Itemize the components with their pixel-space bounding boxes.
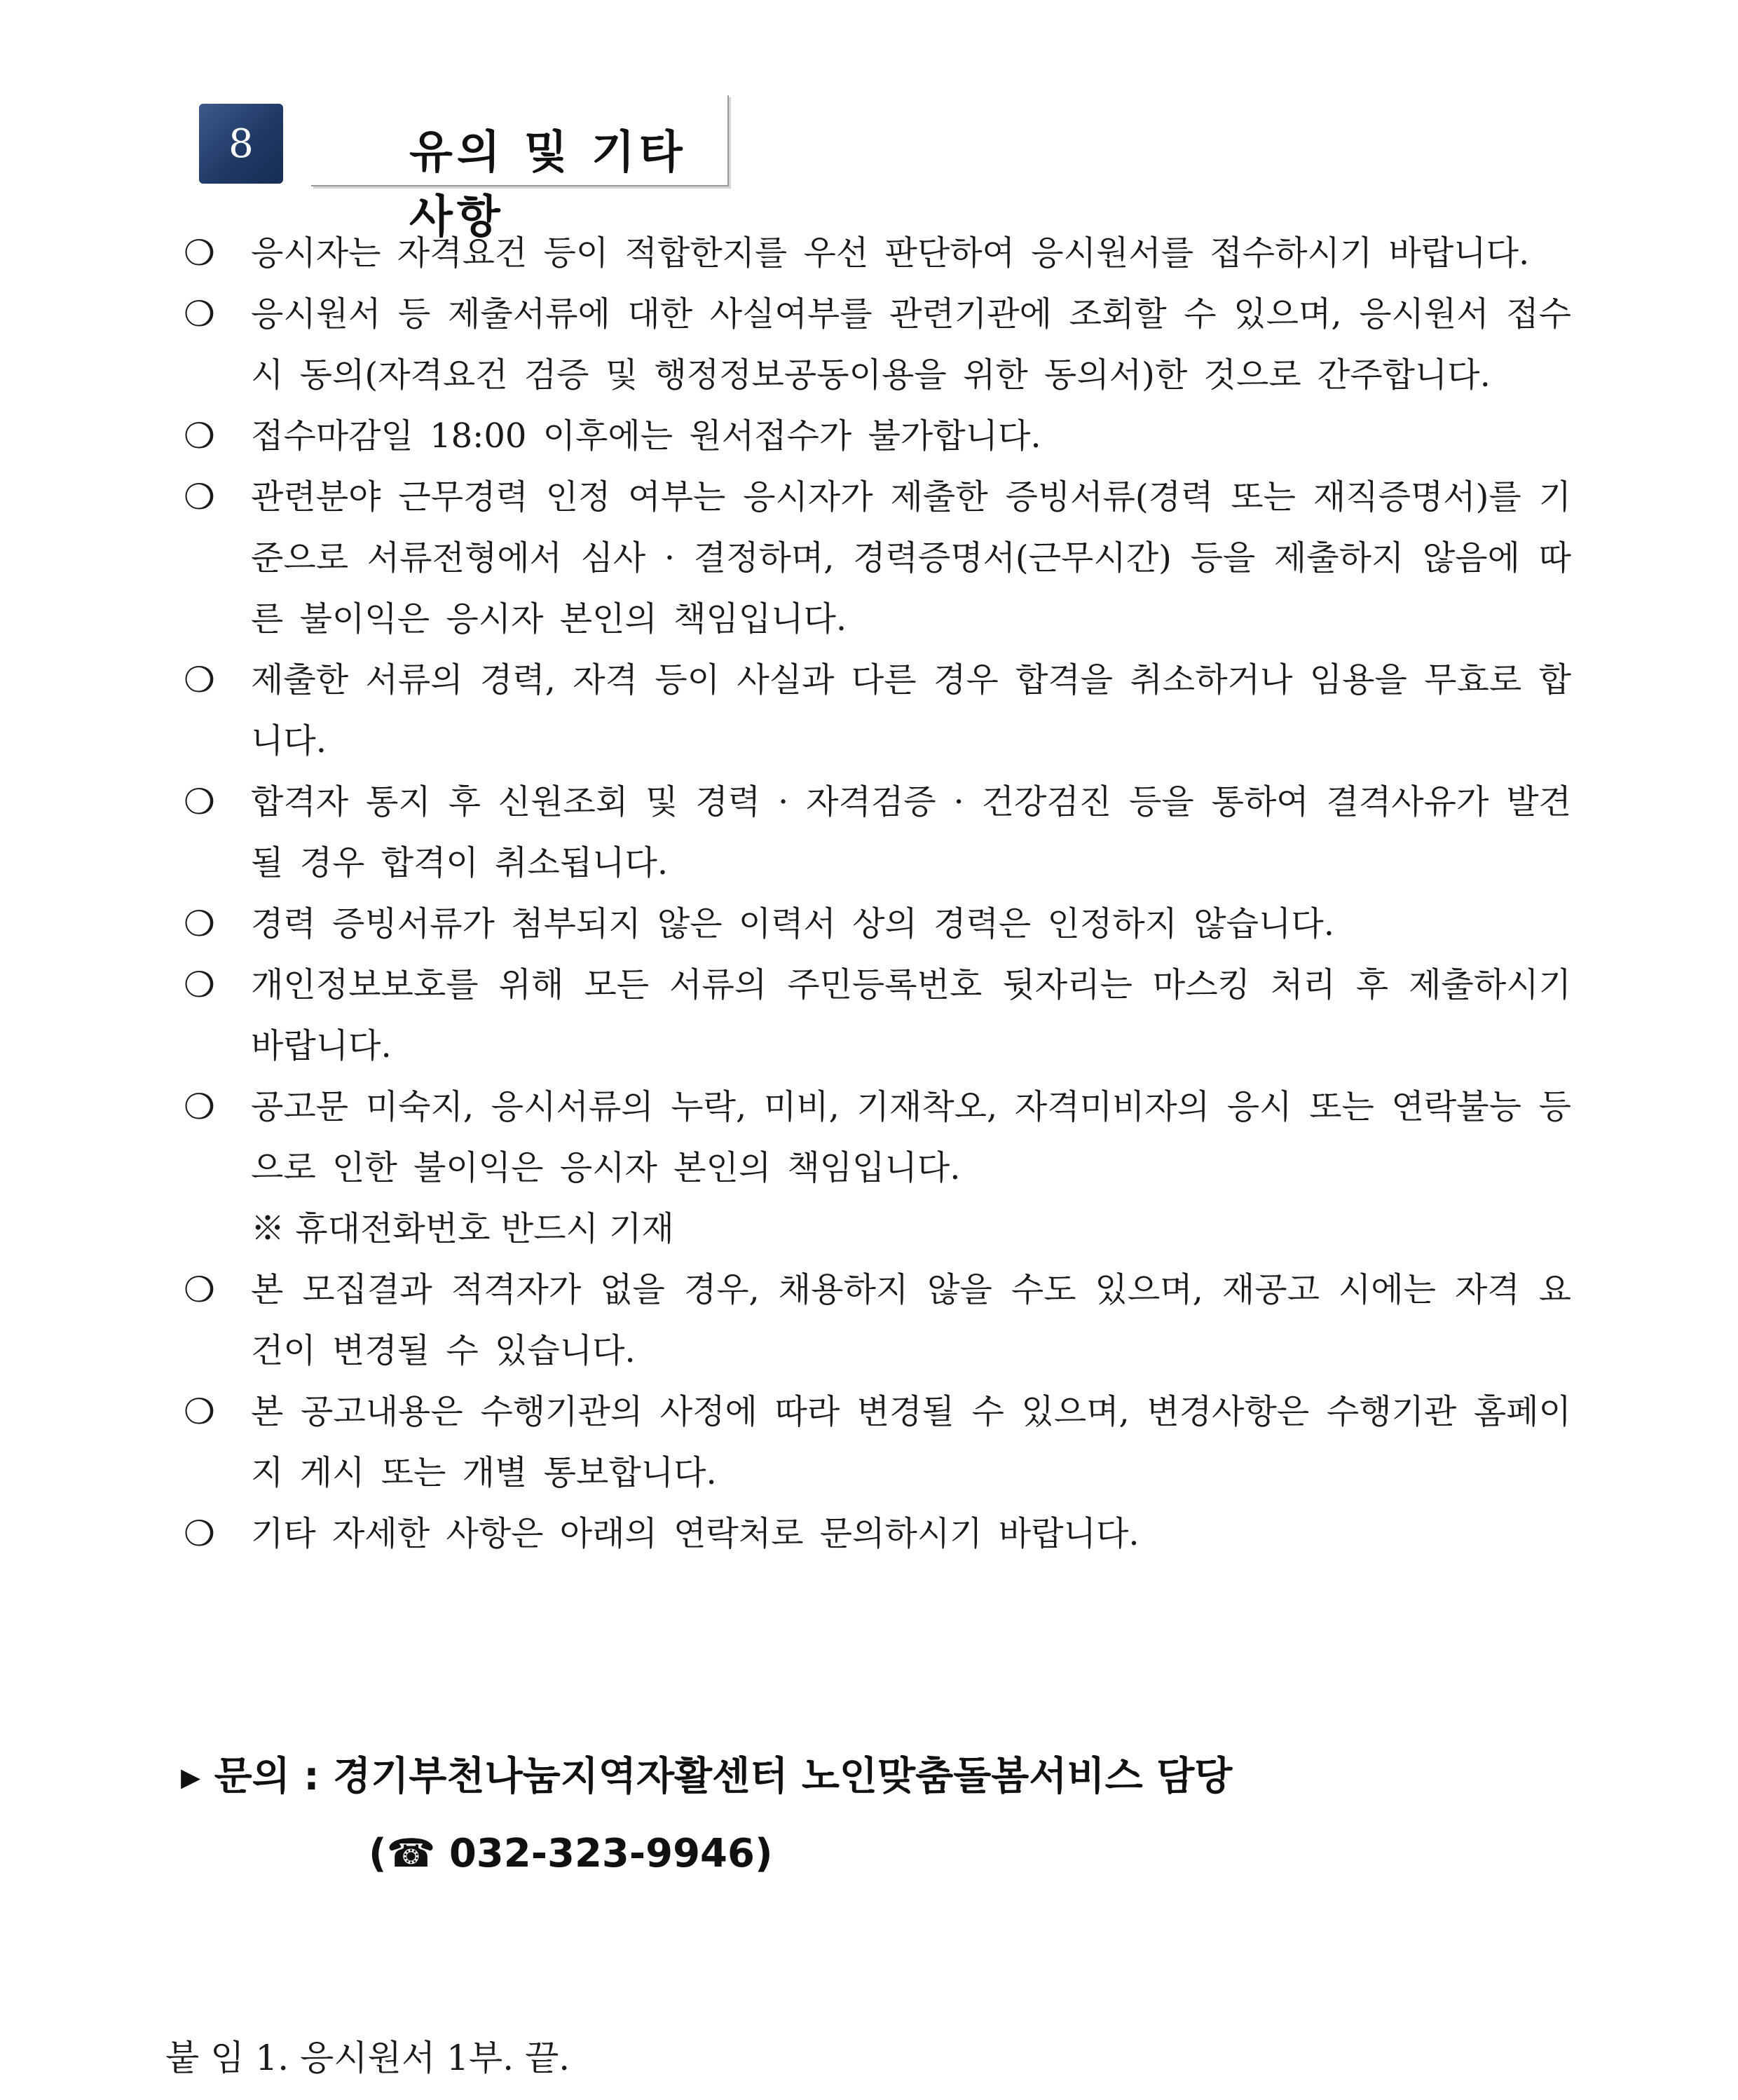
list-item [184,1504,1571,1564]
list-item [184,284,1571,406]
contact-phone: (☎ 032-323-9946) [369,1831,773,1876]
item-text: 기타 자세한 사항은 아래의 연락처로 문의하시기 바랍니다. [251,1514,1140,1553]
circle-bullet-icon: ❍ [184,1513,215,1554]
item-text: 접수마감일 18:00 이후에는 원서접수가 불가합니다. [251,416,1041,456]
list-item [184,1260,1571,1382]
item-text: 공고문 미숙지, 응시서류의 누락, 미비, 기재착오, 자격미비자의 응시 또는 연락불능 등으로 인한 불이익은 응시자 본인의 책임입니다. [251,1087,1571,1187]
list-item [184,223,1571,284]
circle-bullet-icon: ❍ [184,782,215,822]
list-item [184,406,1571,467]
circle-bullet-icon: ❍ [184,294,215,334]
section-title: 유의 및 기타사항 [409,127,687,243]
item-text: 본 모집결과 적격자가 없을 경우, 채용하지 않을 수도 있으며, 재공고 시에는 자격 요건이 변경될 수 있습니다. [251,1270,1571,1370]
item-note: ※ 휴대전화번호 반드시 기재 [251,1209,674,1248]
item-text: 제출한 서류의 경력, 자격 등이 사실과 다른 경우 합격을 취소하거나 임용을 무효로 합니다. [251,660,1571,761]
contact-info [181,1738,1232,1893]
circle-bullet-icon: ❍ [184,904,215,944]
list-item [184,894,1571,955]
attachment-note: 붙 임 1. 응시원서 1부. 끝. [165,2038,570,2078]
item-text: 관련분야 근무경력 인정 여부는 응시자가 제출한 증빙서류(경력 또는 재직증명서)를 기준으로 서류전형에서 심사 · 결정하며, 경력증명서(근무시간) 등을 제출하지 않음에 따른 불이익은 응시자 본인의 책임입니다. [251,477,1571,639]
circle-bullet-icon: ❍ [184,660,215,700]
circle-bullet-icon: ❍ [184,477,215,517]
item-text: 응시원서 등 제출서류에 대한 사실여부를 관련기관에 조회할 수 있으며, 응시원서 접수 시 동의(자격요건 검증 및 행정정보공동이용을 위한 동의서)한 것으로 간주합니다. [251,294,1571,395]
list-item [184,1077,1571,1260]
item-text: 개인정보보호를 위해 모든 서류의 주민등록번호 뒷자리는 마스킹 처리 후 제출하시기 바랍니다. [251,965,1571,1065]
list-item [184,467,1571,650]
item-text: 본 공고내용은 수행기관의 사정에 따라 변경될 수 있으며, 변경사항은 수행기관 홈페이지 게시 또는 개별 통보합니다. [251,1392,1571,1492]
section-header [199,95,732,243]
contact-line: ▸ 문의 : 경기부천나눔지역자활센터 노인맞춤돌봄서비스 담당 [181,1754,1233,1799]
circle-bullet-icon: ❍ [184,964,215,1005]
item-text: 경력 증빙서류가 첨부되지 않은 이력서 상의 경력은 인정하지 않습니다. [251,904,1334,943]
section-number-badge: 8 [199,104,283,184]
circle-bullet-icon: ❍ [184,416,215,456]
item-text: 합격자 통지 후 신원조회 및 경력 · 자격검증 · 건강검진 등을 통하여 결격사유가 발견될 경우 합격이 취소됩니다. [251,782,1571,882]
circle-bullet-icon: ❍ [184,1391,215,1432]
circle-bullet-icon: ❍ [184,233,215,273]
item-text: 응시자는 자격요건 등이 적합한지를 우선 판단하여 응시원서를 접수하시기 바랍니다. [251,233,1530,273]
list-item [184,1382,1571,1504]
circle-bullet-icon: ❍ [184,1269,215,1310]
list-item [184,955,1571,1077]
list-item [184,650,1571,772]
circle-bullet-icon: ❍ [184,1086,215,1127]
notice-list [184,223,1571,1564]
list-item [184,772,1571,894]
